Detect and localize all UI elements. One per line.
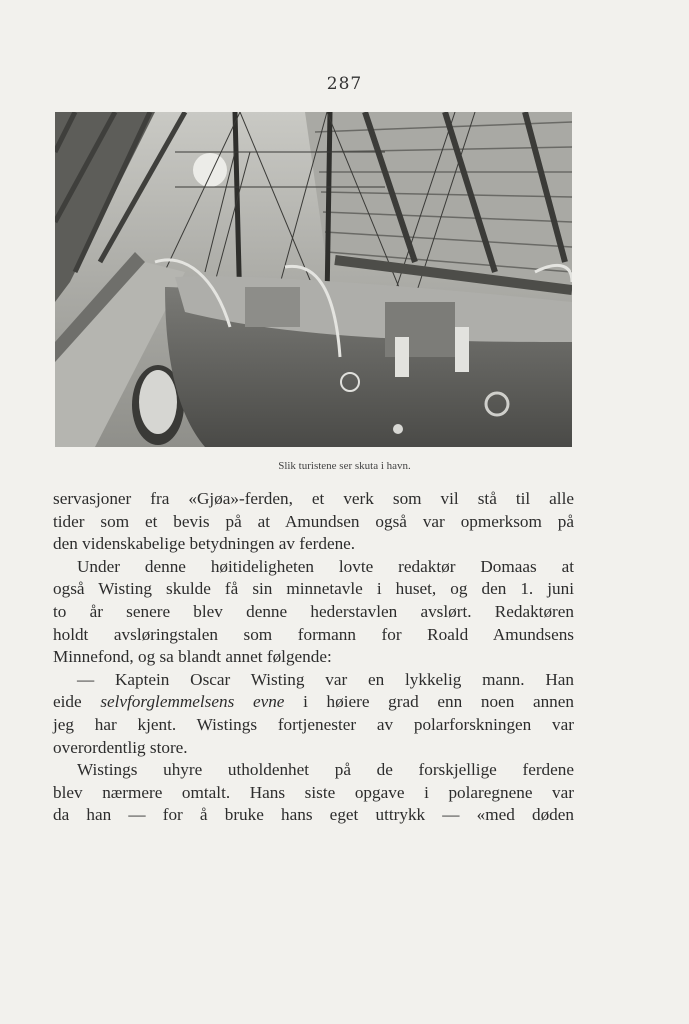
text-line: også Wisting skulde få sin minnetavle i huset, og den 1. juni [53, 579, 574, 599]
text-line: servasjoner fra «Gjøa»-ferden, et verk som vil stå til alle [53, 489, 574, 508]
body-text [53, 488, 574, 827]
text-line: Wistings uhyre utholdenhet på de forskjellige ferdene [77, 760, 574, 780]
page-number: 287 [326, 74, 363, 94]
text-line: — Kaptein Oscar Wisting var en lykkelig mann. Han [77, 669, 574, 689]
ship-in-hall-photo [55, 112, 572, 447]
text-line: da han — for å bruke hans eget uttrykk — «med døden [53, 805, 574, 825]
text-fragment: eide [53, 692, 101, 712]
text-line: Minnefond, og sa blandt annet følgende: [53, 647, 332, 667]
text-line: blev nærmere omtalt. Hans siste opgave i polaregnene var [53, 782, 574, 802]
text-line: den videnskabelige betydningen av ferdene. [53, 534, 356, 554]
text-line: jeg har kjent. Wistings fortjenester av polarforskningen var [53, 714, 574, 734]
photo-caption: Slik turistene ser skuta i havn. [278, 460, 411, 472]
text-fragment: i høiere grad enn noen annen [284, 692, 574, 712]
text-line: Under denne høitideligheten lovte redaktør Domaas at [77, 556, 574, 576]
emphasized-phrase: selvforglemmelsens evne [100, 692, 285, 712]
text-line: to år senere blev denne hederstavlen avslørt. Redaktøren [53, 601, 574, 621]
text-line [53, 691, 574, 714]
text-line: tider som et bevis på at Amundsen også var opmerksom på [53, 511, 574, 531]
text-line: holdt avsløringstalen som formann for Roald Amundsens [53, 624, 574, 644]
text-line: overordentlig store. [53, 737, 188, 757]
ship-photo-illustration [55, 112, 572, 447]
